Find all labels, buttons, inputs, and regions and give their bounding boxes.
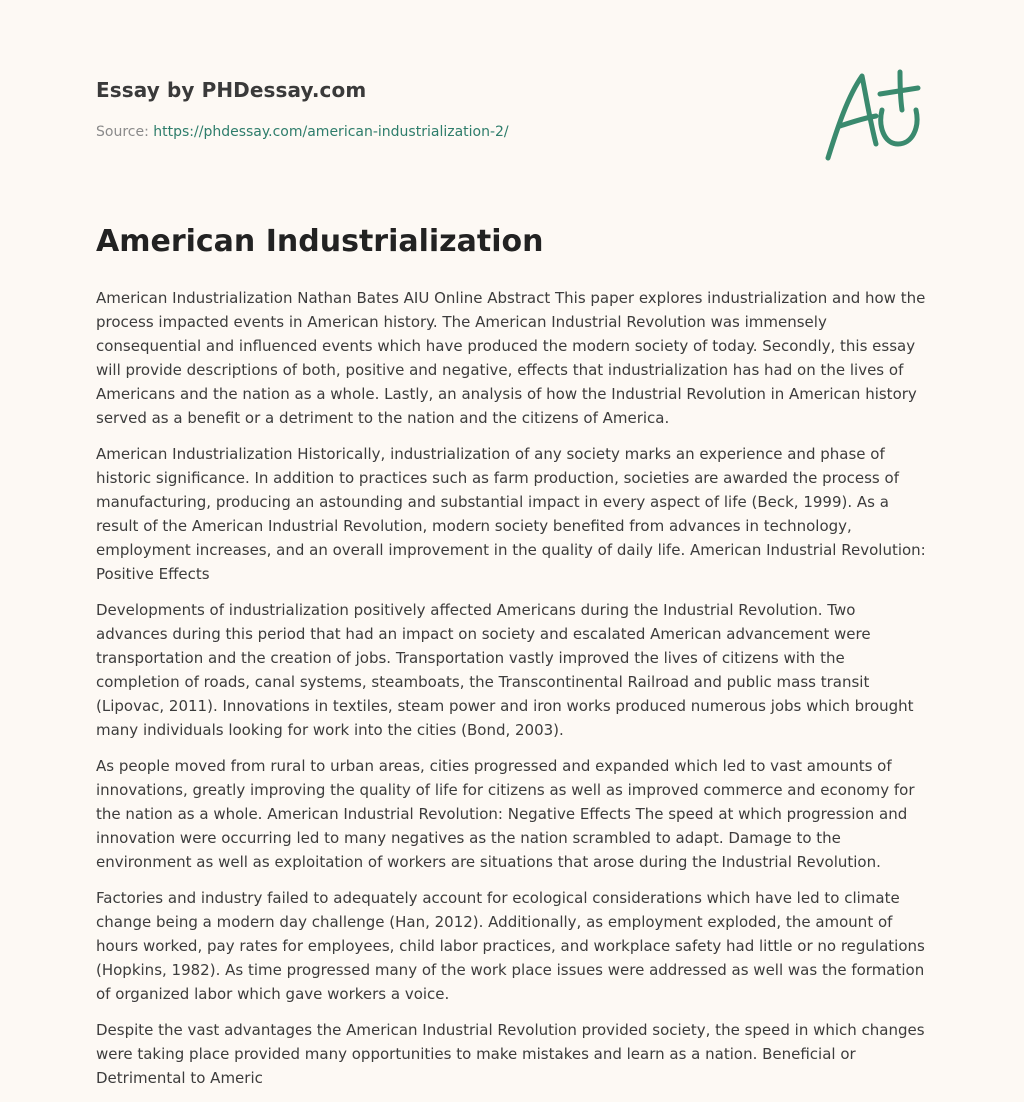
source-link[interactable]: https://phdessay.com/american-industrialization-2/: [153, 124, 509, 140]
source-label: Source:: [96, 124, 149, 140]
essay-paragraph: As people moved from rural to urban areas, cities progressed and expanded which led to vast amounts of innovations, greatly improving the quality of life for citizens as well as improved commerce and economy for the nation as a whole. American Industrial Revolution: Negative Effects The speed at which progression and innovation were occurring led to many negatives as the nation scrambled to adapt. Damage to the environment as well as exploitation of workers are situations that arose during the Industrial Revolution.: [96, 757, 915, 871]
essay-paragraph: American Industrialization Nathan Bates AIU Online Abstract This paper explores industrialization and how the process impacted events in American history. The American Industrial Revolution was immensely consequential and influenced events which have produced the modern society of today. Secondly, this essay will provide descriptions of both, positive and negative, effects that industrialization has had on the lives of Americans and the nation as a whole. Lastly, an analysis of how the Industrial Revolution in American history served as a benefit or a detriment to the nation and the citizens of America.: [96, 289, 926, 427]
essay-paragraph: American Industrialization Historically, industrialization of any society marks an experience and phase of historic significance. In addition to practices such as farm production, societies are awarded the process of manufacturing, producing an astounding and substantial impact in every aspect of life (Beck, 1999). As a result of the American Industrial Revolution, modern society benefited from advances in technology, employment increases, and an overall improvement in the quality of daily life. American Industrial Revolution: Positive Effects: [96, 445, 926, 583]
a-plus-logo-icon: [818, 66, 930, 166]
source-line: [96, 124, 509, 140]
essay-body: [96, 286, 930, 1102]
essay-paragraph: Factories and industry failed to adequately account for ecological considerations which have led to climate change being a modern day challenge (Han, 2012). Additionally, as employment exploded, the amount of hours worked, pay rates for employees, child labor practices, and workplace safety had little or no regulations (Hopkins, 1982). As time progressed many of the work place issues were addressed as well was the formation of organized labor which gave workers a voice.: [96, 889, 925, 1003]
essay-paragraph: Developments of industrialization positively affected Americans during the Industrial Revolution. Two advances during this period that had an impact on society and escalated American advancement were transportation and the creation of jobs. Transportation vastly improved the lives of citizens with the completion of roads, canal systems, steamboats, the Transcontinental Railroad and public mass transit (Lipovac, 2011). Innovations in textiles, steam power and iron works produced numerous jobs which brought many individuals looking for work into the cities (Bond, 2003).: [96, 601, 914, 739]
brand-title: Essay by PHDessay.com: [96, 78, 367, 102]
essay-paragraph: Despite the vast advantages the American Industrial Revolution provided society, the speed in which changes were taking place provided many opportunities to make mistakes and learn as a nation. Beneficial or Detrimental to Americ: [96, 1021, 925, 1087]
essay-title: American Industrialization: [96, 224, 544, 259]
